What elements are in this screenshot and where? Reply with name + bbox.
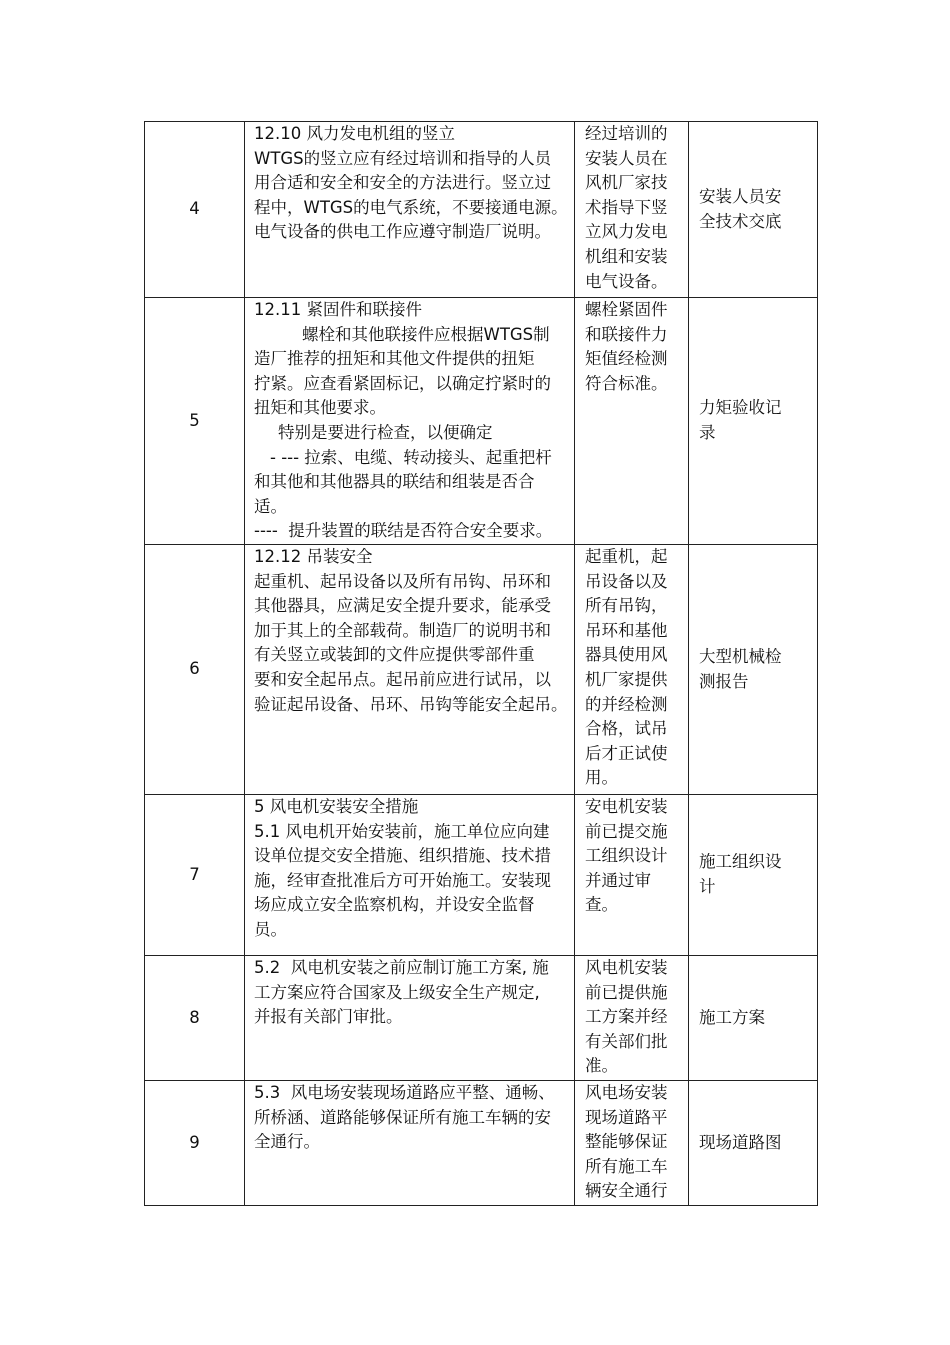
text-line: 器具使用风: [585, 645, 668, 665]
text-line: 要和安全起吊点。起吊前应进行试吊，以: [254, 669, 551, 689]
text-line: 和其他和其他器具的联结和组装是否合: [254, 472, 535, 492]
text-line: 安电机安装: [585, 797, 668, 816]
text-line: 起重机，起: [585, 547, 668, 566]
text-line: 设单位提交安全措施、组织措施、技术措: [254, 846, 551, 866]
row-number: 9: [145, 1081, 245, 1206]
requirement-cell: [245, 545, 575, 795]
text-line: 工方案并经: [585, 1007, 668, 1027]
text-line: 风电机安装: [585, 958, 668, 977]
text-line: 起重机、起吊设备以及所有吊钩、吊环和: [254, 571, 551, 591]
text-line: 验证起吊设备、吊环、吊钩等能安全起吊。: [254, 694, 568, 714]
text-line: 测报告: [699, 671, 749, 691]
text-line: 加于其上的全部载荷。制造厂的说明书和: [254, 620, 551, 640]
text-line: - --- 拉索、电缆、转动接头、起重把杆: [270, 447, 552, 467]
result-cell: [575, 795, 689, 956]
text-line: 术指导下竖: [585, 197, 668, 217]
text-line: 风电场安装: [585, 1083, 668, 1102]
document-cell: [689, 795, 818, 956]
result-cell: [575, 956, 689, 1081]
text-line: 12.12 吊装安全: [254, 547, 373, 566]
text-line: 适。: [254, 496, 287, 516]
table-row: [145, 298, 818, 545]
result-cell: [575, 298, 689, 545]
text-line: 合格，试吊: [585, 719, 668, 739]
text-line: 扭矩和其他要求。: [254, 398, 386, 418]
row-number: 6: [145, 545, 245, 795]
text-line: 吊设备以及: [585, 571, 668, 591]
text-line: 螺栓紧固件: [585, 300, 668, 319]
text-line: 12.10 风力发电机组的竖立: [254, 124, 455, 143]
text-line: 准。: [585, 1056, 618, 1076]
text-line: 工组织设计: [585, 846, 668, 866]
text-line: 大型机械检: [699, 646, 782, 666]
text-line: 前已提交施: [585, 821, 668, 841]
text-line: 经过培训的: [585, 124, 668, 143]
row-number: 4: [145, 122, 245, 298]
document-cell: [689, 122, 818, 298]
text-line: 吊环和基他: [585, 620, 668, 640]
table-row: [145, 1081, 818, 1206]
text-line: 并通过审: [585, 870, 651, 890]
text-line: 录: [699, 423, 716, 442]
requirement-cell: [245, 122, 575, 298]
text-line: 施，经审查批准后方可开始施工。安装现: [254, 870, 551, 890]
table-row: [145, 795, 818, 956]
result-cell: [575, 545, 689, 795]
text-line: 施工方案: [699, 1007, 765, 1027]
text-line: 安装人员在: [585, 148, 668, 168]
requirement-cell: [245, 298, 575, 545]
text-line: 所有吊钩，: [585, 596, 668, 616]
text-line: 拧紧。应查看紧固标记，以确定拧紧时的: [254, 373, 551, 393]
text-line: 5.1 风电机开始安装前，施工单位应向建: [254, 821, 550, 841]
text-line: 的并经检测: [585, 694, 668, 714]
table-row: [145, 545, 818, 795]
text-line: 有关部们批: [585, 1031, 668, 1051]
text-line: 场应成立安全监察机构，并设安全监督: [254, 895, 535, 915]
text-line: 工方案应符合国家及上级安全生产规定,: [254, 982, 540, 1002]
text-line: 5 风电机安装安全措施: [254, 797, 419, 816]
text-line: 所桥涵、道路能够保证所有施工车辆的安: [254, 1107, 551, 1127]
text-line: 用合适和安全和安全的方法进行。竖立过: [254, 173, 551, 193]
text-line: 员。: [254, 919, 287, 939]
text-line: 安装人员安: [699, 186, 782, 206]
text-line: 机厂家提供: [585, 669, 668, 689]
text-line: 现场道路平: [585, 1107, 668, 1127]
document-cell: [689, 1081, 818, 1206]
text-line: 现场道路图: [699, 1132, 782, 1152]
text-line: 有关竖立或装卸的文件应提供零部件重: [254, 645, 535, 665]
text-line: ---- 提升装置的联结是否符合安全要求。: [254, 521, 553, 541]
result-cell: [575, 1081, 689, 1206]
requirement-cell: [245, 795, 575, 956]
requirement-cell: [245, 1081, 575, 1206]
text-line: 电气设备的供电工作应遵守制造厂说明。: [254, 222, 551, 242]
row-number: 7: [145, 795, 245, 956]
requirement-cell: [245, 956, 575, 1081]
text-line: 其他器具，应满足安全提升要求，能承受: [254, 596, 551, 616]
text-line: 造厂推荐的扭矩和其他文件提供的扭矩: [254, 349, 535, 369]
text-line: 力矩验收记: [699, 398, 782, 418]
text-line: 并报有关部门审批。: [254, 1007, 403, 1027]
text-line: 5.3 风电场安装现场道路应平整、通畅、: [254, 1083, 555, 1102]
text-line: 查。: [585, 895, 618, 915]
text-line: 用。: [585, 768, 618, 788]
text-line: 全技术交底: [699, 211, 782, 231]
result-cell: [575, 122, 689, 298]
text-line: 矩值经检测: [585, 349, 668, 369]
text-line: 5.2 风电机安装之前应制订施工方案, 施: [254, 958, 549, 977]
inspection-table: [144, 121, 818, 1206]
text-line: 所有施工车: [585, 1156, 668, 1176]
row-number: 8: [145, 956, 245, 1081]
text-line: 后才正试使: [585, 743, 668, 763]
document-cell: [689, 545, 818, 795]
table-row: [145, 122, 818, 298]
text-line: 机组和安装: [585, 246, 668, 266]
text-line: 电气设备。: [585, 271, 668, 291]
text-line: 辆安全通行: [585, 1181, 668, 1201]
text-line: 计: [699, 877, 716, 896]
text-line: 立风力发电: [585, 222, 668, 242]
text-line: 全通行。: [254, 1132, 320, 1152]
text-line: 前已提供施: [585, 982, 668, 1002]
text-line: WTGS的竖立应有经过培训和指导的人员: [254, 148, 552, 168]
table-row: [145, 956, 818, 1081]
text-line: 特别是要进行检查，以便确定: [278, 422, 493, 442]
text-line: 符合标准。: [585, 373, 668, 393]
text-line: 程中，WTGS的电气系统，不要接通电源。: [254, 197, 568, 217]
text-line: 12.11 紧固件和联接件: [254, 300, 422, 319]
document-cell: [689, 956, 818, 1081]
text-line: 施工组织设: [699, 852, 782, 872]
text-line: 风机厂家技: [585, 173, 668, 193]
document-cell: [689, 298, 818, 545]
text-line: 螺栓和其他联接件应根据WTGS制: [302, 324, 550, 344]
text-line: 和联接件力: [585, 324, 668, 344]
row-number: 5: [145, 298, 245, 545]
text-line: 整能够保证: [585, 1132, 668, 1152]
